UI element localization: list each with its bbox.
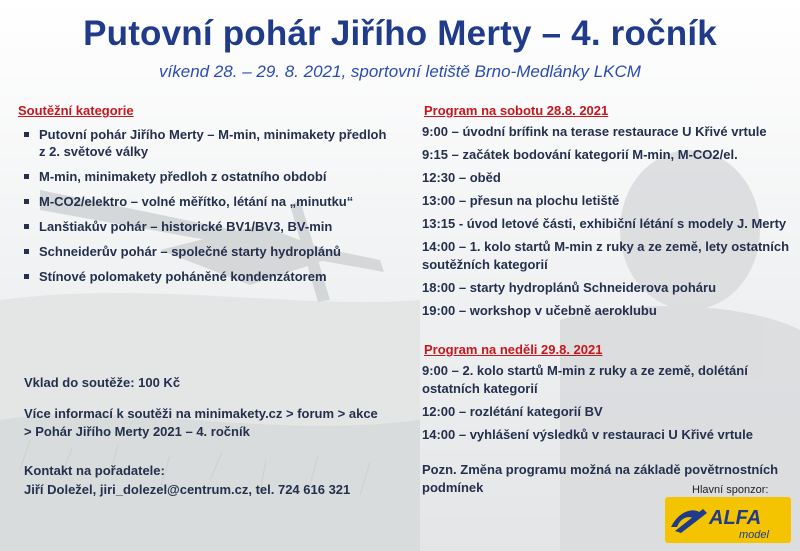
saturday-program [422,123,792,325]
categories-heading: Soutěžní kategorie [18,103,134,118]
bullet-icon [24,132,29,137]
bullet-icon [24,174,29,179]
program-note: Pozn. Změna programu možná na základě povětrnostních podmínek [422,462,779,495]
category-label: M-min, minimakety předloh z ostatního období [39,169,327,184]
program-item: 9:00 – úvodní brífink na terase restaurace U Křivé vrtule [422,124,767,139]
program-item: 12:00 – rozlétání kategorií BV [422,404,603,419]
page-title: Putovní pohár Jiřího Merty – 4. ročník [83,14,717,53]
bullet-icon [24,224,29,229]
bullet-icon [24,274,29,279]
program-item: 13:00 – přesun na plochu letiště [422,193,620,208]
more-info: Více informací k soutěži na minimakety.cz > forum > akce > Pohár Jiřího Merty 2021 – 4. ročník [24,406,378,439]
list-item [24,168,394,185]
program-item: 13:15 - úvod letové části, exhibiční létání s modely J. Merty [422,216,787,231]
program-item: 12:30 – oběd [422,170,501,185]
list-item [24,218,394,235]
program-item: 19:00 – workshop v učebně aeroklubu [422,303,657,318]
bullet-icon [24,249,29,254]
event-subtitle: víkend 28. – 29. 8. 2021, sportovní letiště Brno-Medlánky LKCM [159,62,641,81]
category-label: Lanštiakův pohár – historické BV1/BV3, BV-min [39,219,333,234]
bullet-icon [24,199,29,204]
category-label: Schneiderův pohár – společné starty hydroplánů [39,244,341,259]
program-item: 14:00 – 1. kolo startů M-min z ruky a ze země, lety ostatních soutěžních kategorií [422,239,790,272]
saturday-heading: Program na sobotu 28.8. 2021 [424,103,609,118]
sunday-program [422,362,792,449]
alfa-model-logo [665,497,791,543]
list-item [24,268,394,285]
sponsor-label: Hlavní sponzor: [692,484,769,496]
entry-fee: Vklad do soutěže: 100 Kč [24,375,181,390]
svg-text:model: model [739,529,769,541]
list-item [24,243,394,260]
category-label: Putovní pohár Jiřího Merty – M-min, minimakety předloh z 2. světové války [39,127,387,159]
categories-list [24,126,394,293]
program-item: 14:00 – vyhlášení výsledků v restauraci U Křivé vrtule [422,427,753,442]
sunday-heading: Program na neděli 29.8. 2021 [424,342,603,357]
contact-details: Jiří Doležel, jiri_dolezel@centrum.cz, tel. 724 616 321 [24,482,351,497]
category-label: M-CO2/elektro – volné měřítko, létání na „minutku“ [39,194,354,209]
list-item [24,126,394,160]
program-item: 9:15 – začátek bodování kategorií M-min, M-CO2/el. [422,147,738,162]
list-item [24,193,394,210]
program-item: 18:00 – starty hydroplánů Schneiderova poháru [422,280,717,295]
contact-label: Kontakt na pořadatele: [24,463,165,478]
svg-text:ALFA: ALFA [709,507,762,529]
program-item: 9:00 – 2. kolo startů M-min z ruky a ze země, dolétání ostatních kategorií [422,363,748,396]
category-label: Stínové polomakety poháněné kondenzátorem [39,269,327,284]
